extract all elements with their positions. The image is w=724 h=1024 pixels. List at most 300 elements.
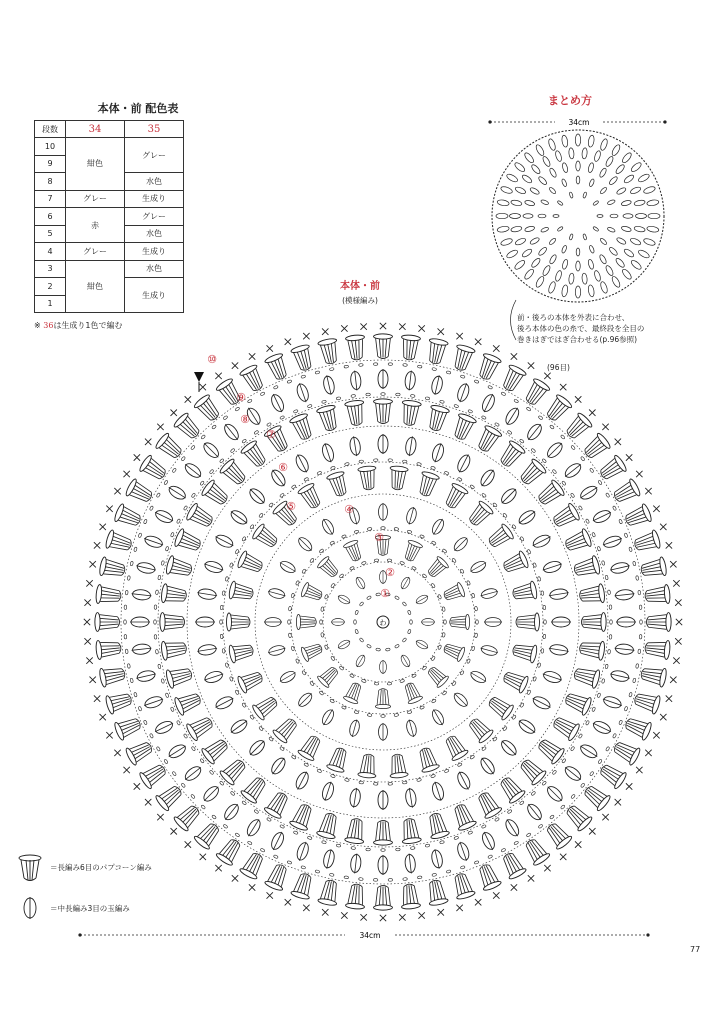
bobble-stitch — [498, 737, 519, 758]
mini-stitch — [599, 281, 608, 294]
bobble-stitch — [503, 817, 522, 839]
table-cell: 水色 — [125, 260, 184, 278]
chain-stitch — [156, 493, 160, 498]
popcorn-stitch — [251, 523, 281, 551]
popcorn-stitch — [572, 664, 601, 689]
chain-stitch — [454, 836, 459, 840]
chain-stitch — [165, 546, 169, 551]
popcorn-stitch — [240, 439, 270, 470]
round-marker: ⑥ — [278, 461, 288, 474]
mini-stitch — [582, 148, 588, 159]
bobble-stitch — [405, 718, 418, 738]
chain-stitch — [321, 632, 324, 637]
chain-stitch — [388, 459, 393, 462]
single-crochet — [438, 328, 444, 334]
mini-stitch — [542, 155, 552, 167]
bobble-stitch — [578, 483, 600, 502]
popcorn-stitch — [563, 802, 594, 833]
chain-stitch — [597, 693, 601, 698]
popcorn-stitch — [442, 640, 466, 662]
chain-stitch — [307, 836, 312, 840]
chain-stitch — [422, 666, 427, 671]
single-crochet — [636, 471, 642, 477]
popcorn-stitch-icon — [19, 855, 41, 881]
chain-stitch — [124, 605, 127, 610]
mini-stitch — [599, 237, 607, 245]
bobble-stitch — [322, 848, 336, 870]
chain-stitch — [619, 519, 623, 524]
popcorn-stitch — [416, 470, 440, 498]
chain-stitch — [181, 783, 186, 788]
chain-stitch — [344, 365, 349, 368]
popcorn-stitch — [425, 555, 450, 580]
round-marker: ⑤ — [286, 500, 296, 513]
note-text: は生成り1色で編む — [53, 321, 123, 330]
diagram-width-label: 34cm — [359, 931, 381, 940]
mini-stitch — [646, 225, 659, 232]
single-crochet — [114, 750, 120, 756]
chain-stitch — [607, 649, 610, 654]
chain-stitch — [542, 781, 547, 786]
popcorn-stitch — [563, 412, 594, 443]
chain-stitch — [639, 605, 642, 610]
mini-stitch — [557, 200, 563, 206]
bobble-stitch — [203, 669, 225, 685]
bobble-stitch — [609, 669, 631, 683]
chain-stitch — [242, 536, 246, 541]
chain-stitch — [158, 575, 161, 580]
bobble-stitch — [430, 517, 447, 537]
chain-stitch — [225, 576, 229, 581]
table-cell: グレー — [125, 138, 184, 173]
chain-stitch — [481, 746, 486, 751]
round-marker: ⑧ — [240, 413, 250, 426]
popcorn-stitch — [345, 883, 366, 909]
chain-stitch — [287, 860, 292, 864]
chain-stitch — [254, 809, 259, 814]
chain-stitch — [407, 610, 411, 615]
popcorn-stitch — [345, 334, 366, 360]
single-crochet — [589, 828, 595, 834]
single-crochet — [653, 506, 659, 512]
chain-stitch — [598, 759, 603, 764]
single-crochet — [560, 384, 566, 390]
single-crochet — [511, 884, 517, 890]
round-marker: ② — [385, 566, 395, 579]
mini-stitch — [561, 245, 567, 254]
chain-stitch — [201, 435, 206, 440]
mini-stitch — [636, 214, 647, 219]
chain-stitch — [609, 605, 612, 610]
chain-stitch — [339, 666, 344, 671]
chain-stitch — [431, 583, 436, 588]
single-crochet — [170, 828, 176, 834]
chain-stitch — [432, 873, 437, 876]
mini-stitch — [599, 254, 608, 265]
popcorn-stitch — [326, 470, 350, 498]
single-crochet — [94, 542, 100, 548]
mini-stitch — [593, 270, 601, 282]
mini-stitch — [583, 234, 587, 241]
chain-stitch — [640, 620, 643, 624]
chain-stitch — [170, 532, 174, 537]
chain-stitch — [589, 771, 594, 776]
chain-stitch — [158, 664, 161, 669]
bobble-stitch — [399, 575, 412, 591]
chain-stitch — [330, 774, 335, 778]
bobble-stitch — [135, 561, 157, 575]
chain-stitch — [222, 591, 225, 596]
bobble-stitch — [455, 452, 473, 474]
popcorn-stitch — [343, 681, 365, 705]
mini-stitch — [497, 199, 510, 206]
table-row-label: 1 — [35, 295, 66, 313]
chain-stitch — [474, 606, 477, 611]
chain-stitch — [259, 726, 264, 731]
chain-stitch — [636, 664, 639, 669]
chain-stitch — [580, 783, 585, 788]
table-cell: 生成り — [125, 278, 184, 313]
mini-stitch — [506, 249, 519, 260]
chain-stitch — [543, 634, 546, 639]
popcorn-stitch — [563, 689, 593, 716]
chain-stitch — [287, 380, 292, 384]
popcorn-stitch — [644, 584, 670, 605]
bobble-stitch — [244, 817, 263, 839]
single-crochet — [528, 875, 534, 881]
bobble-stitch — [278, 669, 298, 686]
assembly-leader-line — [511, 300, 517, 340]
bobble-stitch — [430, 780, 446, 802]
popcorn-stitch — [535, 479, 566, 509]
chain-stitch — [172, 468, 177, 473]
chain-stitch — [605, 746, 609, 751]
chain-stitch — [250, 715, 255, 720]
bobble-stitch — [267, 587, 287, 600]
chain-stitch — [254, 430, 259, 435]
chain-stitch — [394, 644, 399, 648]
popcorn-stitch — [95, 613, 120, 632]
single-crochet — [528, 362, 534, 368]
assembly-circle — [492, 130, 664, 302]
bobble-stitch — [524, 421, 544, 443]
chain-stitch — [440, 400, 445, 404]
chain-stitch — [609, 635, 612, 640]
bobble-stitch — [378, 369, 388, 389]
bobble-stitch — [478, 755, 498, 777]
single-crochet — [626, 783, 632, 789]
single-crochet — [360, 914, 366, 920]
chain-stitch — [494, 422, 499, 426]
chain-stitch — [354, 530, 359, 534]
mini-stitch — [621, 151, 633, 164]
bobble-stitch — [247, 737, 268, 758]
mini-stitch — [605, 265, 615, 277]
chain-stitch — [417, 365, 422, 368]
chain-stitch — [219, 458, 224, 463]
single-crochet — [134, 783, 140, 789]
popcorn-stitch — [399, 334, 420, 360]
mini-stitch — [616, 187, 627, 196]
assembly-note-line: 前・後ろの本体を外表に合わせ、 — [517, 313, 630, 322]
bobble-stitch — [544, 783, 565, 804]
popcorn-stitch — [425, 879, 448, 907]
chain-stitch — [367, 713, 372, 716]
single-crochet — [456, 905, 462, 911]
chain-stitch — [387, 682, 392, 685]
chain-stitch — [324, 594, 328, 599]
bobble-stitch — [430, 707, 447, 727]
chain-stitch — [552, 469, 557, 474]
single-crochet — [493, 345, 499, 351]
chain-stitch — [598, 480, 603, 485]
chain-stitch — [307, 404, 312, 408]
mini-stitch — [500, 185, 513, 194]
single-crochet — [341, 912, 347, 918]
chain-stitch — [407, 530, 412, 534]
mini-stitch — [630, 259, 643, 271]
bobble-stitch — [480, 392, 498, 414]
popcorn-stitch — [219, 756, 250, 787]
chain-stitch — [542, 458, 547, 463]
table-cell: 紺色 — [66, 138, 125, 191]
chain-stitch — [301, 375, 306, 379]
chain-stitch — [329, 367, 334, 370]
chain-stitch — [488, 385, 493, 389]
chain-stitch — [519, 439, 524, 444]
single-crochet — [84, 619, 90, 625]
popcorn-stitch — [374, 820, 393, 845]
chain-stitch — [512, 524, 517, 529]
chain-stitch — [330, 583, 335, 588]
table-cell: 水色 — [125, 173, 184, 191]
bobble-stitch — [414, 593, 430, 606]
bobble-stitch — [530, 532, 552, 550]
single-crochet — [589, 409, 595, 415]
bobble-stitch — [350, 853, 362, 874]
single-crochet — [636, 767, 642, 773]
popcorn-stitch — [579, 639, 606, 661]
mini-stitch — [530, 257, 541, 268]
mini-stitch — [576, 248, 580, 256]
bobble-stitch — [451, 535, 470, 554]
bobble-stitch — [378, 855, 388, 875]
bobble-stitch — [166, 483, 188, 502]
single-crochet — [89, 561, 95, 567]
popcorn-stitch — [374, 885, 393, 910]
mini-stitch — [497, 225, 510, 232]
mini-stitch — [524, 225, 535, 232]
single-crochet — [666, 695, 672, 701]
chain-stitch — [374, 559, 379, 562]
table-header-rows: 段数 — [35, 121, 66, 138]
chain-stitch — [229, 676, 233, 681]
mini-stitch — [610, 214, 618, 218]
chain-stitch — [200, 758, 205, 763]
round-marker: ⑦ — [266, 428, 276, 441]
bobble-stitch — [264, 618, 282, 627]
chain-stitch — [503, 513, 508, 518]
popcorn-stitch — [475, 862, 502, 892]
bobble-stitch — [479, 644, 499, 657]
single-crochet — [215, 865, 221, 871]
chain-stitch — [396, 848, 401, 851]
popcorn-stitch — [345, 400, 367, 427]
mini-stitch — [615, 163, 626, 174]
chain-stitch — [402, 601, 407, 606]
popcorn-stitch — [550, 713, 581, 742]
chain-stitch — [366, 848, 371, 851]
chain-stitch — [442, 691, 447, 696]
chain-stitch — [247, 399, 252, 403]
mini-stitch — [583, 192, 587, 199]
chain-stitch — [293, 409, 298, 413]
mini-stitch — [513, 161, 526, 173]
single-crochet — [267, 892, 273, 898]
mini-stitch — [607, 199, 616, 205]
mini-stitch — [643, 185, 656, 194]
chain-stitch — [191, 746, 196, 751]
chain-stitch — [134, 547, 138, 552]
popcorn-stitch — [239, 850, 267, 881]
single-crochet — [670, 561, 676, 567]
chain-stitch — [170, 707, 174, 712]
chain-stitch — [452, 681, 457, 686]
chain-stitch — [466, 580, 470, 585]
mini-stitch — [599, 186, 607, 194]
mini-stitch — [587, 162, 594, 173]
chain-stitch — [355, 610, 359, 615]
single-crochet — [100, 524, 106, 530]
popcorn-stitch — [113, 503, 143, 530]
chain-stitch — [250, 524, 255, 529]
chain-stitch — [230, 448, 235, 453]
mini-stitch — [637, 249, 650, 260]
chain-stitch — [291, 593, 295, 598]
popcorn-stitch — [450, 871, 475, 900]
bobble-stitch — [616, 617, 636, 627]
bobble-stitch — [498, 486, 519, 507]
chain-stitch — [161, 561, 165, 566]
mini-stitch — [593, 200, 599, 206]
chain-stitch — [315, 371, 320, 375]
chain-stitch — [302, 569, 307, 574]
chain-stitch — [125, 590, 128, 595]
popcorn-stitch — [496, 774, 526, 805]
mini-stitch — [510, 226, 522, 233]
popcorn-stitch — [289, 412, 316, 442]
chain-stitch — [209, 770, 214, 775]
bobble-stitch — [380, 660, 387, 674]
popcorn-stitch — [297, 733, 324, 762]
chain-stitch — [460, 865, 465, 869]
chain-stitch — [585, 519, 589, 524]
mini-stitch — [630, 186, 642, 195]
popcorn-stitch — [640, 557, 668, 580]
mini-stitch — [593, 150, 601, 162]
chain-stitch — [629, 547, 633, 552]
popcorn-stitch — [563, 528, 593, 555]
chain-stitch — [585, 720, 589, 725]
bobble-stitch — [614, 589, 635, 601]
chain-stitch — [442, 549, 447, 554]
single-crochet — [575, 841, 581, 847]
chain-stitch — [176, 519, 180, 524]
chain-stitch — [425, 397, 430, 400]
round-marker: ① — [380, 587, 390, 600]
popcorn-stitch — [316, 404, 341, 433]
mini-stitch — [521, 174, 533, 184]
chain-stitch — [460, 670, 465, 675]
mini-stitch — [607, 227, 616, 233]
single-crochet — [84, 638, 90, 644]
popcorn-stitch — [450, 614, 470, 629]
single-crochet — [157, 814, 163, 820]
bobble-stitch — [197, 588, 218, 601]
popcorn-stitch — [543, 820, 573, 851]
chain-stitch — [288, 606, 291, 611]
chain-stitch — [212, 815, 217, 820]
chain-stitch — [225, 663, 229, 668]
chain-stitch — [466, 659, 470, 664]
chain-stitch — [349, 673, 354, 677]
chain-stitch — [354, 620, 357, 624]
chain-stitch — [341, 534, 346, 538]
single-crochet — [418, 912, 424, 918]
bobble-stitch — [213, 532, 235, 550]
mini-stitch — [524, 200, 535, 207]
table-cell: 生成り — [125, 243, 184, 261]
chain-stitch — [322, 840, 327, 844]
mini-stitch — [510, 199, 522, 206]
bobble-stitch — [562, 763, 584, 783]
mini-stitch — [569, 192, 573, 199]
table-row-label: 4 — [35, 243, 66, 261]
chain-stitch — [273, 855, 278, 859]
chain-stitch — [387, 559, 392, 562]
bobble-stitch — [201, 783, 222, 804]
single-crochet — [673, 657, 679, 663]
popcorn-stitch — [165, 664, 194, 689]
bobble-stitch — [601, 534, 623, 550]
mini-stitch — [562, 162, 569, 173]
single-crochet — [676, 619, 682, 625]
single-crochet — [267, 345, 273, 351]
chain-stitch — [592, 532, 596, 537]
bobble-stitch — [378, 790, 388, 810]
table-row-label: 10 — [35, 138, 66, 156]
chain-stitch — [431, 699, 436, 704]
chain-stitch — [538, 415, 543, 420]
mini-stitch — [589, 178, 595, 187]
chain-stitch — [266, 817, 271, 821]
chain-stitch — [605, 493, 609, 498]
chain-stitch — [366, 393, 371, 396]
chain-stitch — [481, 415, 486, 419]
bobble-stitch — [350, 370, 362, 391]
round-marker: ⑩ — [207, 353, 217, 366]
single-crochet — [626, 454, 632, 460]
assembly-note-line: 後ろ本体の色の糸で、最終段を全目の — [517, 324, 645, 333]
popcorn-stitch — [623, 503, 653, 530]
crochet-chart — [84, 323, 682, 921]
chain-stitch — [394, 527, 399, 530]
chain-stitch — [388, 363, 392, 366]
single-crochet — [303, 333, 309, 339]
chain-stitch — [507, 430, 512, 435]
chain-stitch — [438, 594, 442, 599]
single-crochet — [602, 424, 608, 430]
